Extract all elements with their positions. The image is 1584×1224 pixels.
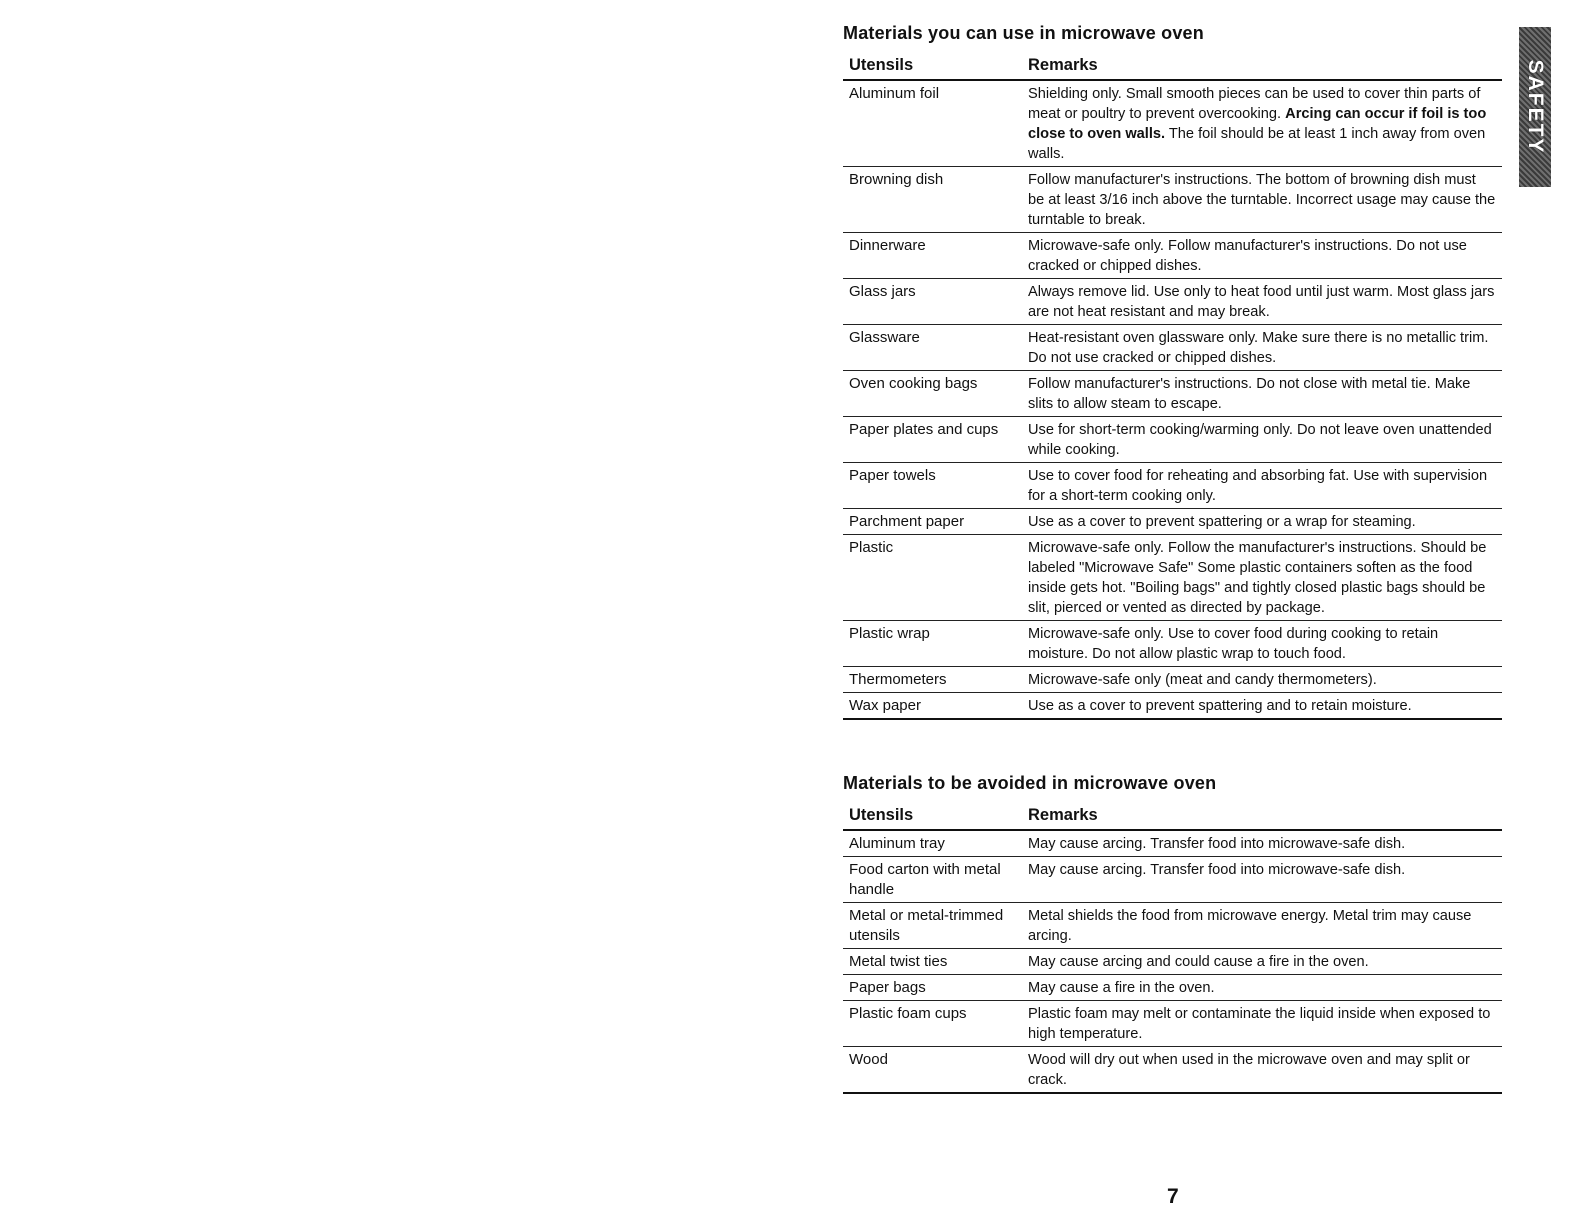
- utensil-cell: Glass jars: [843, 279, 1022, 325]
- remark-cell: Use as a cover to prevent spattering or a wrap for steaming.: [1022, 509, 1502, 535]
- utensil-cell: Wood: [843, 1047, 1022, 1094]
- remark-cell: Metal shields the food from microwave energy. Metal trim may cause arcing.: [1022, 903, 1502, 949]
- table-row: [843, 233, 1502, 279]
- table-row: [843, 167, 1502, 233]
- remarks-header: Remarks: [1022, 53, 1502, 80]
- utensil-cell: Plastic wrap: [843, 621, 1022, 667]
- table-row: [843, 80, 1502, 167]
- table-row: [843, 857, 1502, 903]
- utensil-cell: Oven cooking bags: [843, 371, 1022, 417]
- table-header-row: [843, 803, 1502, 830]
- utensils-header: Utensils: [843, 53, 1022, 80]
- table-row: [843, 535, 1502, 621]
- remark-cell: Heat-resistant oven glassware only. Make sure there is no metallic trim. Do not use cracked or chipped dishes.: [1022, 325, 1502, 371]
- table-row: [843, 975, 1502, 1001]
- safe-materials-table: [843, 53, 1502, 720]
- remark-cell: May cause arcing. Transfer food into microwave-safe dish.: [1022, 830, 1502, 857]
- utensil-cell: Browning dish: [843, 167, 1022, 233]
- table-row: [843, 667, 1502, 693]
- remark-cell: Wood will dry out when used in the microwave oven and may split or crack.: [1022, 1047, 1502, 1094]
- utensil-cell: Parchment paper: [843, 509, 1022, 535]
- utensil-cell: Metal twist ties: [843, 949, 1022, 975]
- remark-cell: Use as a cover to prevent spattering and to retain moisture.: [1022, 693, 1502, 720]
- utensil-cell: Metal or metal-trimmed utensils: [843, 903, 1022, 949]
- remark-cell: Always remove lid. Use only to heat food until just warm. Most glass jars are not heat resistant and may break.: [1022, 279, 1502, 325]
- table-row: [843, 463, 1502, 509]
- remark-text-tail: The foil should be at least 1 inch away from oven walls.: [1028, 126, 1486, 162]
- table-row: [843, 509, 1502, 535]
- table-header-row: [843, 53, 1502, 80]
- safety-tab-label: SAFETY: [1524, 59, 1547, 155]
- remark-cell: Plastic foam may melt or contaminate the liquid inside when exposed to high temperature.: [1022, 1001, 1502, 1047]
- safety-side-tab: [1519, 27, 1551, 187]
- utensil-cell: Thermometers: [843, 667, 1022, 693]
- table-row: [843, 693, 1502, 720]
- utensil-cell: Aluminum tray: [843, 830, 1022, 857]
- safe-materials-title: Materials you can use in microwave oven: [843, 23, 1204, 43]
- remark-cell: Use for short-term cooking/warming only. Do not leave oven unattended while cooking.: [1022, 417, 1502, 463]
- utensil-cell: Glassware: [843, 325, 1022, 371]
- remark-text: Shielding only. Small smooth pieces can be used to cover thin parts of meat or poultry to prevent overcooking.: [1028, 86, 1481, 122]
- safe-materials-section: [843, 22, 1502, 720]
- table-row: [843, 949, 1502, 975]
- remark-cell: Microwave-safe only. Use to cover food during cooking to retain moisture. Do not allow plastic wrap to touch food.: [1022, 621, 1502, 667]
- table-row: [843, 1047, 1502, 1094]
- table-row: [843, 1001, 1502, 1047]
- remark-cell: Follow manufacturer's instructions. The bottom of browning dish must be at least 3/16 inch above the turntable. Incorrect usage may cause the turntable to break.: [1022, 167, 1502, 233]
- utensil-cell: Plastic foam cups: [843, 1001, 1022, 1047]
- utensil-cell: Food carton with metal handle: [843, 857, 1022, 903]
- utensils-header: Utensils: [843, 803, 1022, 830]
- remark-warning: Arcing can occur if foil is too close to oven walls.: [1028, 106, 1487, 142]
- utensil-cell: Dinnerware: [843, 233, 1022, 279]
- remark-cell: May cause arcing. Transfer food into microwave-safe dish.: [1022, 857, 1502, 903]
- remark-cell: [1022, 80, 1502, 167]
- page-number: 7: [1167, 1185, 1179, 1208]
- utensil-cell: Paper plates and cups: [843, 417, 1022, 463]
- utensil-cell: Paper towels: [843, 463, 1022, 509]
- utensil-cell: Wax paper: [843, 693, 1022, 720]
- utensil-cell: Plastic: [843, 535, 1022, 621]
- remark-cell: May cause a fire in the oven.: [1022, 975, 1502, 1001]
- table-row: [843, 621, 1502, 667]
- remark-cell: Microwave-safe only (meat and candy thermometers).: [1022, 667, 1502, 693]
- remark-cell: Microwave-safe only. Follow the manufacturer's instructions. Should be labeled "Microwave Safe" Some plastic containers soften as the food inside gets hot. "Boiling bags" and tightly closed plastic bags should be slit, pierced or vented as directed by package.: [1022, 535, 1502, 621]
- table-row: [843, 325, 1502, 371]
- table-row: [843, 830, 1502, 857]
- table-row: [843, 903, 1502, 949]
- table-row: [843, 371, 1502, 417]
- table-row: [843, 279, 1502, 325]
- remark-cell: Follow manufacturer's instructions. Do not close with metal tie. Make slits to allow steam to escape.: [1022, 371, 1502, 417]
- avoid-materials-title: Materials to be avoided in microwave oven: [843, 773, 1217, 793]
- remark-cell: Use to cover food for reheating and absorbing fat. Use with supervision for a short-term cooking only.: [1022, 463, 1502, 509]
- avoid-materials-table: [843, 803, 1502, 1094]
- utensil-cell: Aluminum foil: [843, 80, 1022, 167]
- table-row: [843, 417, 1502, 463]
- remarks-header: Remarks: [1022, 803, 1502, 830]
- avoid-materials-section: [843, 772, 1502, 1094]
- utensil-cell: Paper bags: [843, 975, 1022, 1001]
- remark-cell: Microwave-safe only. Follow manufacturer's instructions. Do not use cracked or chipped dishes.: [1022, 233, 1502, 279]
- remark-cell: May cause arcing and could cause a fire in the oven.: [1022, 949, 1502, 975]
